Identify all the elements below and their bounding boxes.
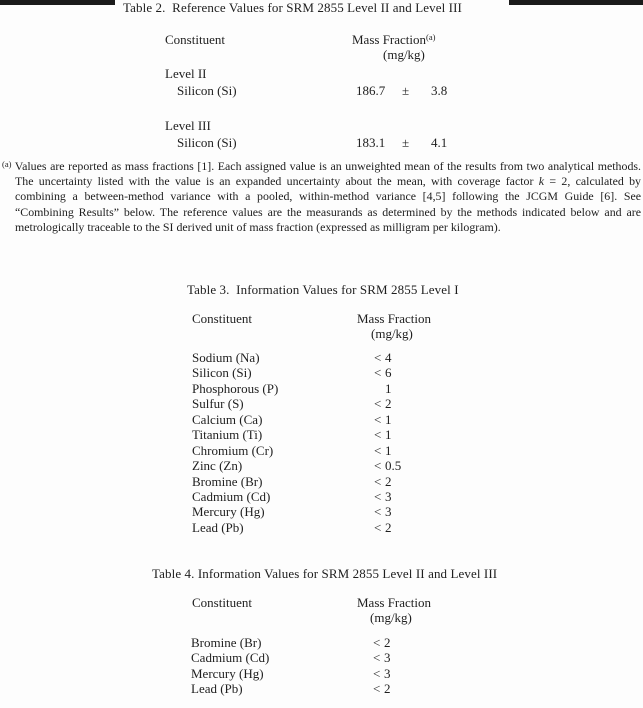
value-cell: 3	[385, 488, 392, 504]
less-than-sign: <	[374, 350, 382, 365]
table2-constituent-header: Constituent	[165, 32, 225, 47]
value-cell: 186.7	[356, 83, 386, 98]
footnote-text-part2: = 2, calculated by combining a between-method variance with a pooled, within-method variance [4,5] following the JCGM Guide [6]. See “Combining Results” below. The reference values are the measurands as determined by the methods indicated below and are metrologically traceable to the SI derived unit of mass fraction (expressed as milligram per kilogram).	[15, 174, 641, 234]
value-cell: 183.1	[356, 135, 386, 150]
value-cell: 2	[384, 635, 391, 650]
table2-title: Table 2. Reference Values for SRM 2855 Level II and Level III	[123, 0, 462, 15]
value-cell: 2	[385, 473, 392, 489]
table3-constituent-header: Constituent	[192, 311, 252, 326]
footnote-marker: (a)	[2, 158, 12, 169]
constituent-cell: Lead (Pb)	[191, 681, 243, 697]
table3-title: Table 3. Information Values for SRM 2855 Level I	[187, 282, 459, 297]
footnote-text-part1: Values are reported as mass fractions [1]. Each assigned value is an unweighted mean of the results from two analytical methods. The uncertainty listed with the value is an expanded uncertainty about the mean, with coverage factor	[11, 158, 641, 189]
less-than-sign: <	[374, 427, 382, 443]
footnote	[2, 159, 641, 235]
less-than-sign: <	[373, 665, 381, 681]
constituent-cell: Silicon (Si)	[192, 365, 252, 381]
table3-massfraction-header: Mass Fraction	[357, 311, 432, 326]
constituent-cell: Bromine (Br)	[191, 635, 262, 650]
less-than-sign: <	[373, 650, 381, 666]
table2-level2-label: Level II	[165, 66, 207, 81]
constituent-cell: Silicon (Si)	[177, 83, 237, 98]
less-than-sign: <	[374, 488, 382, 504]
less-than-sign: <	[374, 411, 382, 427]
less-than-sign: <	[374, 473, 382, 489]
constituent-cell: Titanium (Ti)	[192, 427, 263, 443]
constituent-cell: Chromium (Cr)	[192, 442, 274, 458]
value-cell: 2	[385, 519, 392, 535]
less-than-sign: <	[374, 519, 382, 535]
constituent-cell: Phosphorous (P)	[192, 380, 279, 396]
constituent-cell: Lead (Pb)	[192, 519, 244, 535]
table2-massfraction-header	[352, 33, 435, 47]
value-cell: 6	[385, 365, 392, 381]
plus-minus-sign: ±	[402, 135, 410, 150]
less-than-sign: <	[374, 365, 382, 381]
constituent-cell: Mercury (Hg)	[191, 665, 264, 681]
constituent-cell: Sodium (Na)	[192, 350, 260, 365]
plus-minus-sign: ±	[402, 83, 410, 98]
value-cell: 2	[384, 681, 391, 697]
value-cell: 3	[384, 665, 391, 681]
value-cell: 3	[384, 650, 391, 666]
constituent-cell: Sulfur (S)	[192, 396, 244, 412]
value-cell: 1	[385, 411, 392, 427]
table2-unit-header: (mg/kg)	[383, 47, 425, 62]
value-cell: 1	[385, 380, 392, 396]
constituent-cell: Silicon (Si)	[177, 135, 237, 150]
constituent-cell: Zinc (Zn)	[192, 458, 243, 474]
footnote-k-symbol: k	[538, 174, 545, 189]
table4-title: Table 4. Information Values for SRM 2855 Level II and Level III	[152, 566, 498, 581]
less-than-sign: <	[374, 504, 382, 520]
constituent-cell: Bromine (Br)	[192, 473, 263, 489]
value-cell: 3	[385, 504, 392, 520]
less-than-sign: <	[374, 442, 382, 458]
value-cell: 1	[385, 427, 392, 443]
constituent-cell: Mercury (Hg)	[192, 504, 265, 520]
value-cell: 0.5	[385, 458, 402, 474]
table2-massfraction-label: Mass Fraction	[352, 32, 427, 47]
table3-unit-header: (mg/kg)	[371, 326, 413, 341]
constituent-cell: Calcium (Ca)	[192, 411, 263, 427]
uncertainty-cell: 4.1	[431, 135, 448, 150]
table4-unit-header: (mg/kg)	[370, 610, 412, 625]
constituent-cell: Cadmium (Cd)	[192, 488, 271, 504]
less-than-sign: <	[374, 458, 382, 474]
value-cell: 2	[385, 396, 392, 412]
value-cell: 1	[385, 442, 392, 458]
value-cell: 4	[385, 350, 392, 365]
table2-level3-label: Level III	[165, 118, 211, 133]
less-than-sign: <	[374, 396, 382, 412]
uncertainty-cell: 3.8	[431, 83, 448, 98]
top-border-left	[0, 0, 115, 5]
top-border-right	[509, 0, 643, 5]
constituent-cell: Cadmium (Cd)	[191, 650, 270, 666]
less-than-sign: <	[373, 681, 381, 697]
footnote-ref-a: (a)	[426, 32, 436, 42]
less-than-sign: <	[373, 635, 381, 650]
table4-massfraction-header: Mass Fraction	[357, 595, 432, 610]
table4-constituent-header: Constituent	[192, 595, 252, 610]
